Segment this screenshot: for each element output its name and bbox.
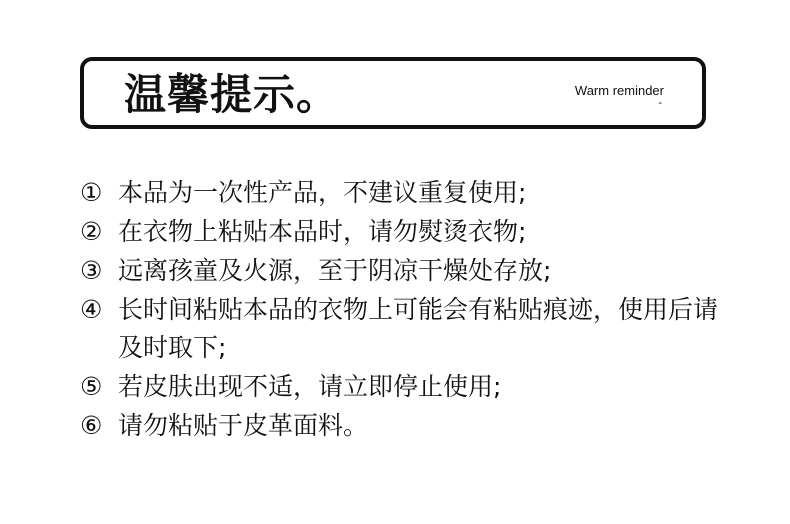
notice-title: 温馨提示。 — [124, 70, 340, 119]
item-text: 远离孩童及火源，至于阴凉干燥处存放; — [118, 256, 552, 285]
notice-item-5 — [80, 368, 730, 406]
item-text: 本品为一次性产品，不建议重复使用; — [118, 178, 527, 207]
notice-subtitle: Warm reminder — [574, 83, 664, 98]
item-number: ③ — [80, 256, 103, 285]
notice-item-4 — [80, 291, 730, 367]
item-number: ① — [80, 178, 103, 207]
item-text: 在衣物上粘贴本品时，请勿熨烫衣物; — [118, 217, 527, 246]
notice-item-3 — [80, 252, 730, 290]
notice-list — [80, 174, 730, 446]
item-text: 请勿粘贴于皮革面料。 — [118, 411, 369, 440]
item-number: ⑥ — [80, 411, 103, 440]
item-text: 若皮肤出现不适，请立即停止使用; — [118, 372, 502, 401]
notice-item-2 — [80, 213, 730, 251]
item-number: ② — [80, 217, 103, 246]
notice-item-6 — [80, 407, 730, 445]
notice-subtitle-mark: - — [658, 97, 662, 109]
item-number: ④ — [80, 295, 103, 324]
notice-item-1 — [80, 174, 730, 212]
notice-header-box — [80, 57, 706, 129]
item-text: 长时间粘贴本品的衣物上可能会有粘贴痕迹，使用后请及时取下; — [118, 295, 719, 362]
item-number: ⑤ — [80, 372, 103, 401]
